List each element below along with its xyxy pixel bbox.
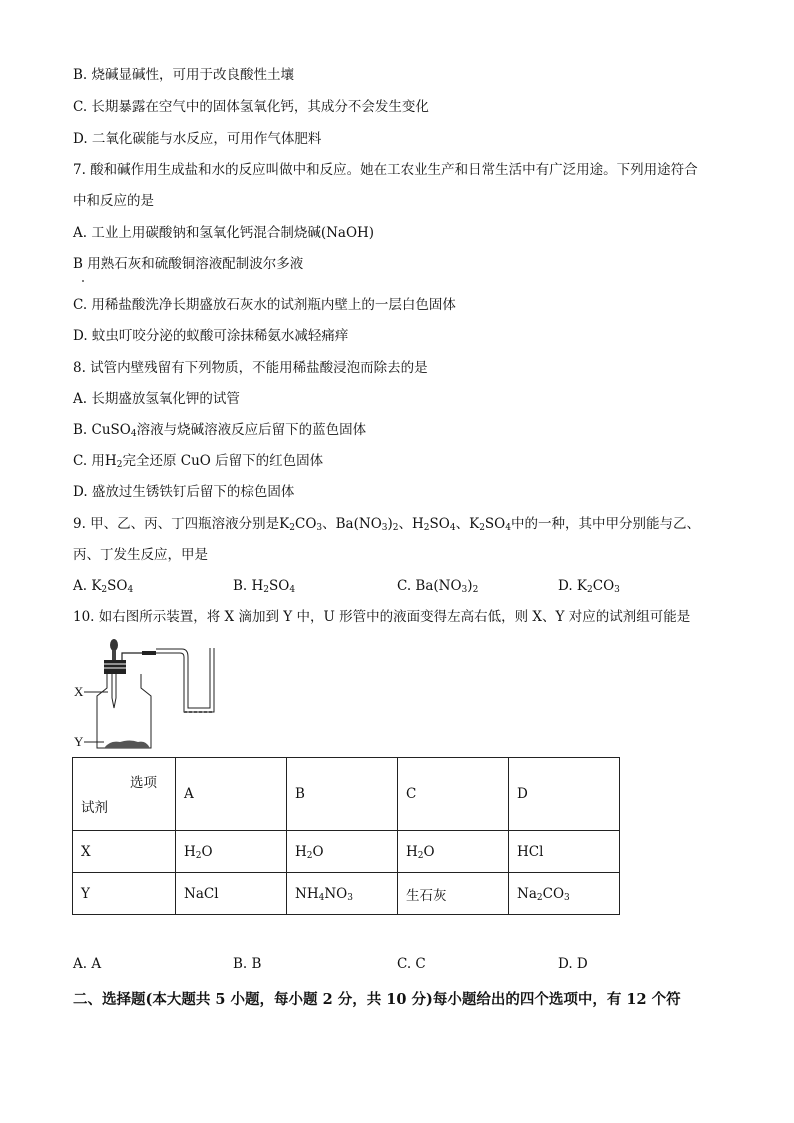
q10-option-b: B. B bbox=[233, 956, 262, 972]
cell-x-a: $H_2O$ bbox=[176, 831, 287, 873]
q6-option-d: D. 二氧化碳能与水反应，可用作气体肥料 bbox=[73, 131, 322, 147]
q9-stem-line2: 丙、丁发生反应，甲是 bbox=[73, 547, 208, 563]
q7-stem-line2: 中和反应的是 bbox=[73, 193, 154, 209]
row-label-x: X bbox=[73, 831, 176, 873]
cell-x-c: $H_2O$ bbox=[398, 831, 509, 873]
q9-option-c: C. $Ba(NO_3)_2$ bbox=[397, 578, 479, 595]
q8-option-b: B. CuSO$_4$溶液与烧碱溶液反应后留下的蓝色固体 bbox=[73, 422, 367, 439]
q6-option-b: B. 烧碱显碱性，可用于改良酸性土壤 bbox=[73, 67, 295, 83]
q9-option-b: B. $H_2SO_4$ bbox=[233, 578, 296, 595]
solid-y-pile bbox=[104, 741, 150, 749]
q8-option-a: A. 长期盛放氢氧化钾的试管 bbox=[73, 391, 240, 407]
table-header-corner bbox=[73, 758, 176, 831]
section-heading: 二、选择题(本大题共 5 小题，每小题 2 分，共 10 分)每小题给出的四个选项中，有 12 个符 bbox=[73, 991, 681, 1008]
label-x: X bbox=[74, 684, 84, 699]
reagent-table bbox=[72, 757, 620, 915]
cell-y-c: 生石灰 bbox=[398, 873, 509, 915]
q10-option-a: A. A bbox=[73, 956, 102, 972]
col-header-d: D bbox=[509, 758, 620, 831]
header-options-label: 选项 bbox=[130, 775, 157, 791]
q8-option-d: D. 盛放过生锈铁钉后留下的棕色固体 bbox=[73, 484, 295, 500]
dropper-bulb bbox=[110, 639, 118, 651]
q7-stem-line1: 7. 酸和碱作用生成盐和水的反应叫做中和反应。她在工农业生产和日常生活中有广泛用途。下列用途符合 bbox=[73, 162, 698, 178]
row-label-y: Y bbox=[73, 873, 176, 915]
q9-stem-line1: 9. 甲、乙、丙、丁四瓶溶液分别是$K_2CO_3$、$Ba(NO_3)_2$、$H_2SO_4$、$K_2SO_4$中的一种，其中甲分别能与乙、 bbox=[73, 516, 700, 533]
q8-stem: 8. 试管内壁残留有下列物质，不能用稀盐酸浸泡而除去的是 bbox=[73, 360, 428, 376]
header-reagent-label: 试剂 bbox=[81, 800, 108, 816]
q7-option-c: C. 用稀盐酸洗净长期盛放石灰水的试剂瓶内壁上的一层白色固体 bbox=[73, 297, 456, 313]
cell-y-a: NaCl bbox=[176, 873, 287, 915]
q8-option-c: C. 用$H_2$完全还原 CuO 后留下的红色固体 bbox=[73, 453, 324, 470]
q9-option-d: D. $K_2CO_3$ bbox=[558, 578, 620, 595]
q9-option-a: A. $K_2SO_4$ bbox=[73, 578, 134, 595]
q7-option-d: D. 蚊虫叮咬分泌的蚁酸可涂抹稀氨水减轻痛痒 bbox=[73, 328, 349, 344]
col-header-b: B bbox=[287, 758, 398, 831]
stray-dot bbox=[82, 280, 84, 282]
label-y: Y bbox=[74, 734, 84, 749]
cell-x-d: HCl bbox=[509, 831, 620, 873]
cell-y-b: $NH_4NO_3$ bbox=[287, 873, 398, 915]
cell-x-b: $H_2O$ bbox=[287, 831, 398, 873]
q7-option-a: A. 工业上用碳酸钠和氢氧化钙混合制烧碱(NaOH) bbox=[73, 225, 375, 241]
col-header-a: A bbox=[176, 758, 287, 831]
q6-option-c: C. 长期暴露在空气中的固体氢氧化钙，其成分不会发生变化 bbox=[73, 99, 429, 115]
q10-option-c: C. C bbox=[397, 956, 426, 972]
cell-y-d: $Na_2CO_3$ bbox=[509, 873, 620, 915]
u-tube-apparatus-diagram bbox=[70, 636, 230, 752]
tube-connector bbox=[142, 651, 156, 655]
col-header-c: C bbox=[398, 758, 509, 831]
q10-stem: 10. 如右图所示装置，将 X 滴加到 Y 中，U 形管中的液面变得左高右低，则 X、Y 对应的试剂组可能是 bbox=[73, 609, 691, 625]
q7-option-b: B 用熟石灰和硫酸铜溶液配制波尔多液 bbox=[73, 256, 304, 272]
q10-option-d: D. D bbox=[558, 956, 588, 972]
rubber-stopper bbox=[104, 660, 126, 674]
